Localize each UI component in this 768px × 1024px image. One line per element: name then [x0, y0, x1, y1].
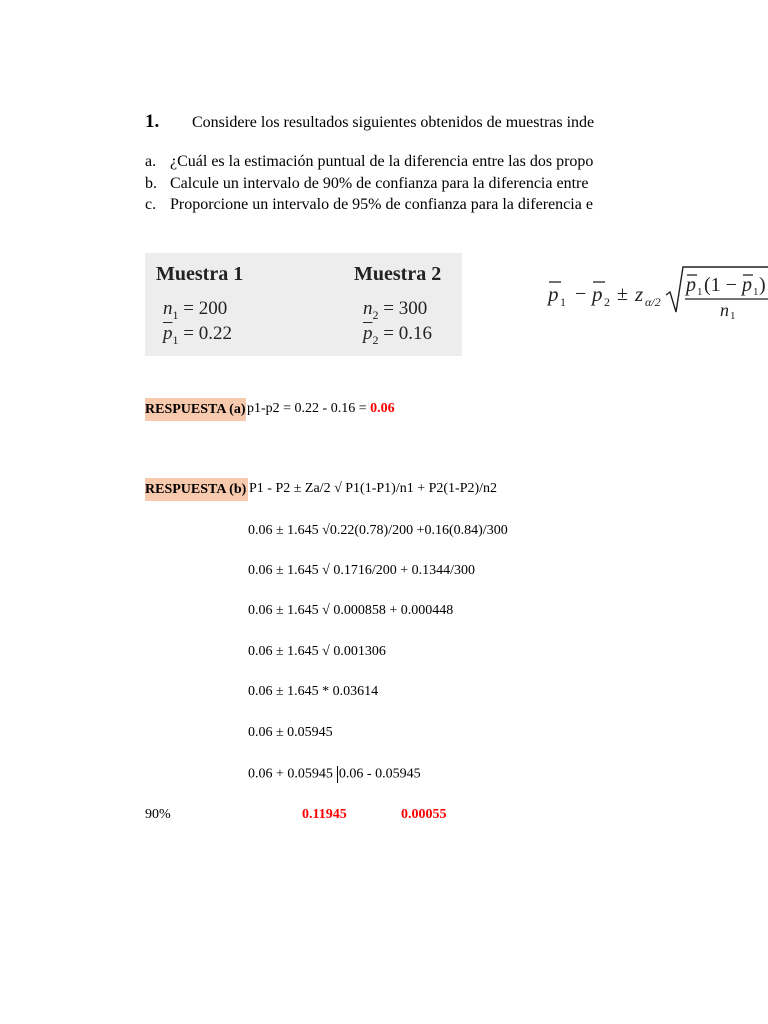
p2-row: $\overline{p}_2 = 0.16$ — [363, 323, 432, 347]
problem-intro: Considere los resultados siguientes obtenidos de muestras inde — [192, 114, 595, 131]
n1-value: 200 — [198, 298, 228, 319]
sample-table — [145, 253, 462, 356]
answer-a-line — [247, 401, 395, 417]
step-1: 0.06 ± 1.645 √0.22(0.78)/200 +0.16(0.84)/300 — [248, 523, 508, 538]
svg-text:): ) — [759, 274, 766, 296]
svg-text:p: p — [686, 274, 696, 296]
step-3: 0.06 ± 1.645 √ 0.000858 + 0.000448 — [248, 603, 454, 618]
item-a-letter: a. — [145, 153, 157, 170]
final-upper-expr: 0.06 + 0.05945 — [248, 766, 333, 782]
svg-text:2: 2 — [604, 295, 610, 309]
final-lower-expr: 0.06 - 0.05945 — [338, 766, 421, 782]
svg-text:z: z — [635, 282, 644, 306]
n2-row: $n_2 = 300$ — [363, 298, 428, 322]
header-sample-1: Muestra 1 — [156, 263, 244, 285]
answer-a-label: RESPUESTA (a) — [145, 398, 246, 421]
answer-b-formula: P1 - P2 ± Za/2 √ P1(1-P1)/n1 + P2(1-P2)/n2 — [249, 481, 498, 496]
step-4: 0.06 ± 1.645 √ 0.001306 — [248, 644, 386, 659]
svg-text:1: 1 — [730, 310, 736, 320]
p1-value: 0.22 — [198, 323, 232, 344]
interval-upper: 0.11945 — [302, 807, 347, 822]
p2-value: 0.16 — [398, 323, 432, 344]
item-c-text: Proporcione un intervalo de 95% de confianza para la diferencia e — [170, 196, 593, 213]
n2-value: 300 — [398, 298, 428, 319]
divider — [337, 766, 338, 783]
n1-row: $n_1 = 200$ — [163, 298, 228, 322]
svg-text:−: − — [575, 283, 587, 305]
svg-text:p: p — [548, 282, 559, 306]
item-b-text: Calcule un intervalo de 90% de confianza para la diferencia entre — [170, 175, 589, 192]
svg-text:n: n — [720, 300, 729, 320]
svg-text:1: 1 — [560, 295, 566, 309]
confidence-level: 90% — [145, 807, 171, 822]
item-c-letter: c. — [145, 196, 157, 213]
header-sample-2: Muestra 2 — [354, 263, 442, 285]
answer-b-label: RESPUESTA (b) — [145, 478, 248, 501]
step-2: 0.06 ± 1.645 √ 0.1716/200 + 0.1344/300 — [248, 563, 476, 578]
step-5: 0.06 ± 1.645 * 0.03614 — [248, 684, 379, 699]
svg-text:±: ± — [617, 283, 628, 305]
item-b-letter: b. — [145, 175, 157, 192]
confidence-interval-formula — [545, 255, 768, 320]
svg-text:(1 −: (1 − — [704, 274, 737, 296]
p1-row: $\overline{p}_1 = 0.22$ — [163, 323, 232, 347]
item-a-text: ¿Cuál es la estimación puntual de la diferencia entre las dos propo — [170, 153, 594, 170]
interval-lower: 0.00055 — [401, 807, 447, 822]
final-interval-line — [248, 766, 421, 783]
svg-text:1: 1 — [753, 286, 759, 298]
svg-text:1: 1 — [697, 286, 703, 298]
answer-a-result: 0.06 — [370, 401, 395, 416]
problem-number: 1. — [145, 111, 160, 132]
svg-text:p: p — [742, 274, 752, 296]
answer-a-expression: p1-p2 = 0.22 - 0.16 = — [247, 401, 371, 416]
svg-text:p: p — [592, 282, 603, 306]
svg-text:α/2: α/2 — [645, 295, 661, 309]
step-6: 0.06 ± 0.05945 — [248, 725, 333, 740]
